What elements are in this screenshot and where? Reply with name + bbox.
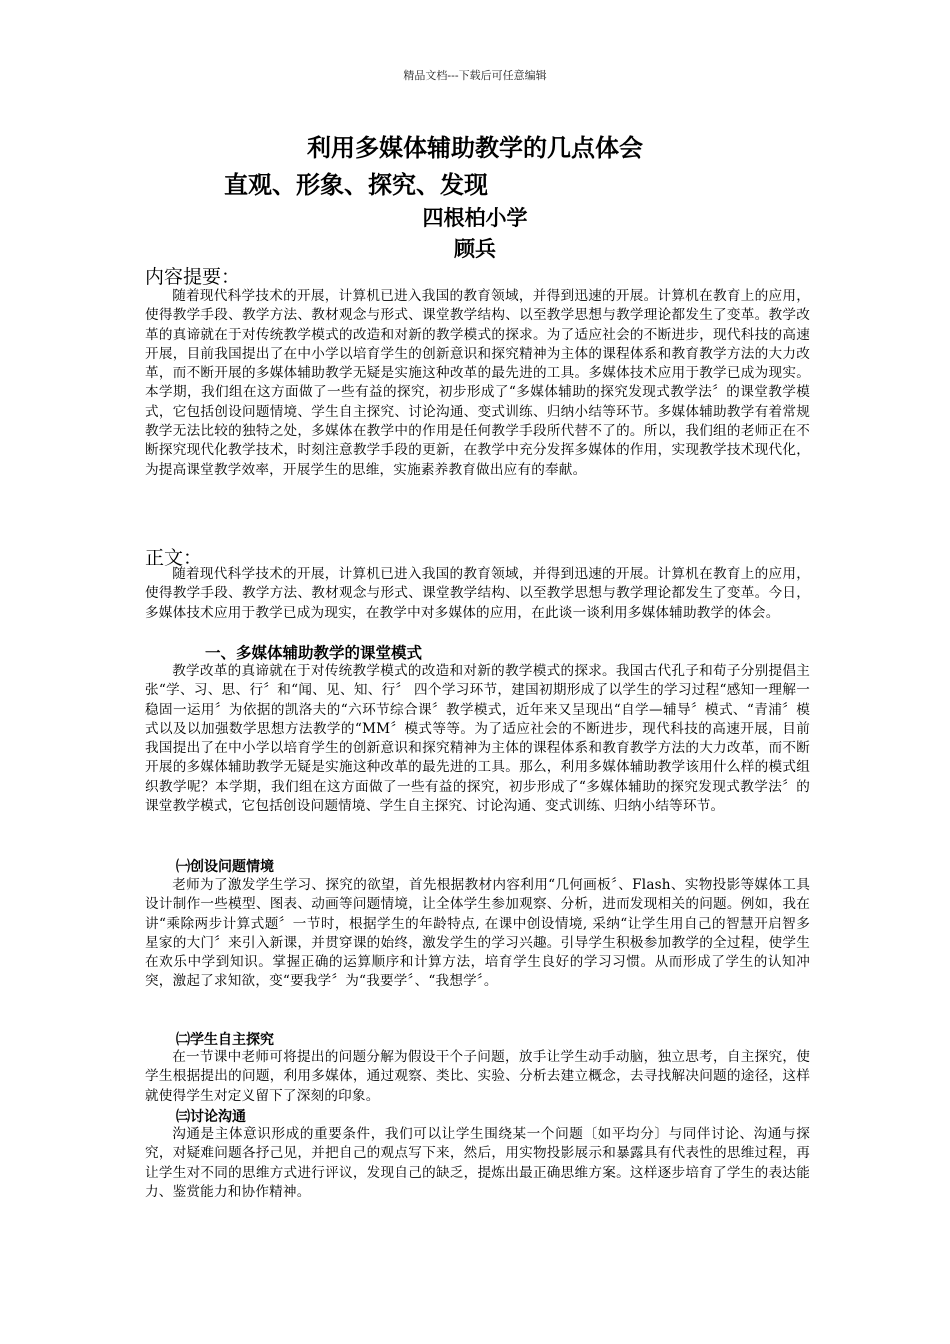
subsection-3-paragraph: 沟通是主体意识形成的重要条件，我们可以让学生围绕某一个问题〔如平均分〕与同伴讨论、沟通与探究，对疑难问题各抒己见，并把自己的观点写下来，然后，用实物投影展示和暴露具有代表性的思维过程，再让学生对不同的思维方式进行评议，发现自己的缺乏，提炼出最正确思维方案。这样逐步培育了学生的表达能力、鉴赏能力和协作精神。 [145, 1126, 810, 1200]
page-header: 精品文档---下载后可任意编辑 [403, 69, 547, 82]
document-subtitle: 直观、形象、探究、发现 [224, 171, 488, 199]
intro-paragraph: 随着现代科学技术的开展，计算机已进入我国的教育领域，并得到迅速的开展。计算机在教育上的应用，使得教学手段、教学方法、教材观念与形式、课堂教学结构、以至教学思想与教学理论都发生了变革。今日，多媒体技术应用于教学已成为现实，在教学中对多媒体的应用，在此谈一谈利用多媒体辅助教学的体会。 [145, 566, 810, 621]
section-1-title: 一、多媒体辅助教学的课堂模式 [205, 644, 423, 662]
subsection-2-paragraph: 在一节课中老师可将提出的问题分解为假设干个子问题，放手让学生动手动脑，独立思考，自主探究，使学生根据提出的问题，利用多媒体，通过观察、类比、实验、分析去建立概念，去寻找解决问题的途径，这样就使得学生对定义留下了深刻的印象。 [145, 1049, 810, 1104]
subsection-3-title: ㈢讨论沟通 [176, 1109, 246, 1125]
section-1-paragraph: 教学改革的真谛就在于对传统教学模式的改造和对新的教学模式的探求。我国古代孔子和荀子分别提倡主张“学、习、思、行〞和“闻、见、知、行〞 四个学习环节，建国初期形成了以学生的学习过程“感知一理解一稳固一运用〞为依据的凯洛夫的“六环节综合课〞教学模式，近年来又呈现出“自学—辅导〞模式、“青浦〞模式以及以加强数学思想方法教学的“MM〞模式等等。为了适应社会的不断进步，现代科技的高速开展，目前我国提出了在中小学以培育学生的创新意识和探究精神为主体的课程体系和教育教学方法的大力改革，而不断开展的多媒体辅助教学无疑是实施这种改革的最先进的工具。那么，利用多媒体辅助教学该用什么样的模式组织教学呢？本学期，我们组在这方面做了一些有益的探究，初步形成了“多媒体辅助的探究发现式教学法〞的课堂教学模式，它包括创设问题情境、学生自主探究、讨论沟通、变式训练、归纳小结等环节。 [145, 663, 810, 815]
abstract-heading: 内容提要： [145, 266, 241, 288]
body-heading: 正文： [145, 547, 203, 569]
subsection-2-title: ㈡学生自主探究 [176, 1032, 274, 1048]
author-name: 顾兵 [454, 237, 496, 261]
document-title: 利用多媒体辅助教学的几点体会 [307, 134, 643, 162]
subsection-1-title: ㈠创设问题情境 [176, 859, 274, 875]
school-name: 四根柏小学 [422, 206, 528, 230]
abstract-paragraph: 随着现代科学技术的开展，计算机已进入我国的教育领域，并得到迅速的开展。计算机在教育上的应用，使得教学手段、教学方法、教材观念与形式、课堂教学结构、以至教学思想与教学理论都发生了变革。教学改革的真谛就在于对传统教学模式的改造和对新的教学模式的探求。为了适应社会的不断进步，现代科技的高速开展，目前我国提出了在中小学以培育学生的创新意识和探究精神为主体的课程体系和教育教学方法的大力改革，而不断开展的多媒体辅助教学无疑是实施这种改革的最先进的工具。多媒体技术应用于教学已成为现实。本学期，我们组在这方面做了一些有益的探究，初步形成了“多媒体辅助的探究发现式教学法〞的课堂教学模式，它包括创设问题情境、学生自主探究、讨论沟通、变式训练、归纳小结等环节。多媒体辅助教学有着常规教学无法比较的独特之处，多媒体在教学中的作用是任何教学手段所代替不了的。所以，我们组的老师正在不断探究现代化教学技术，时刻注意教学手段的更新，在教学中充分发挥多媒体的作用，实现教学技术现代化，为提高课堂教学效率，开展学生的思维，实施素养教育做出应有的奉献。 [145, 288, 810, 478]
subsection-1-paragraph: 老师为了激发学生学习、探究的欲望，首先根据教材内容利用“几何画板〞、Flash、实物投影等媒体工具设计制作一些模型、图表、动画等问题情境，让全体学生参加观察、分析，进而发现相关的问题。例如，我在讲“乘除两步计算式题〞一节时，根据学生的年龄特点, 在课中创设情境, 采纳“让学生用自己的智慧开启智多星家的大门〞来引入新课，并贯穿课的始终，激发学生的学习兴趣。引导学生积极参加教学的全过程，使学生在欢乐中学到知识。掌握正确的运算顺序和计算方法，培育学生良好的学习习惯。从而形成了学生的认知冲突，激起了求知欲，变“要我学〞为“我要学〞、“我想学〞。 [145, 877, 810, 990]
